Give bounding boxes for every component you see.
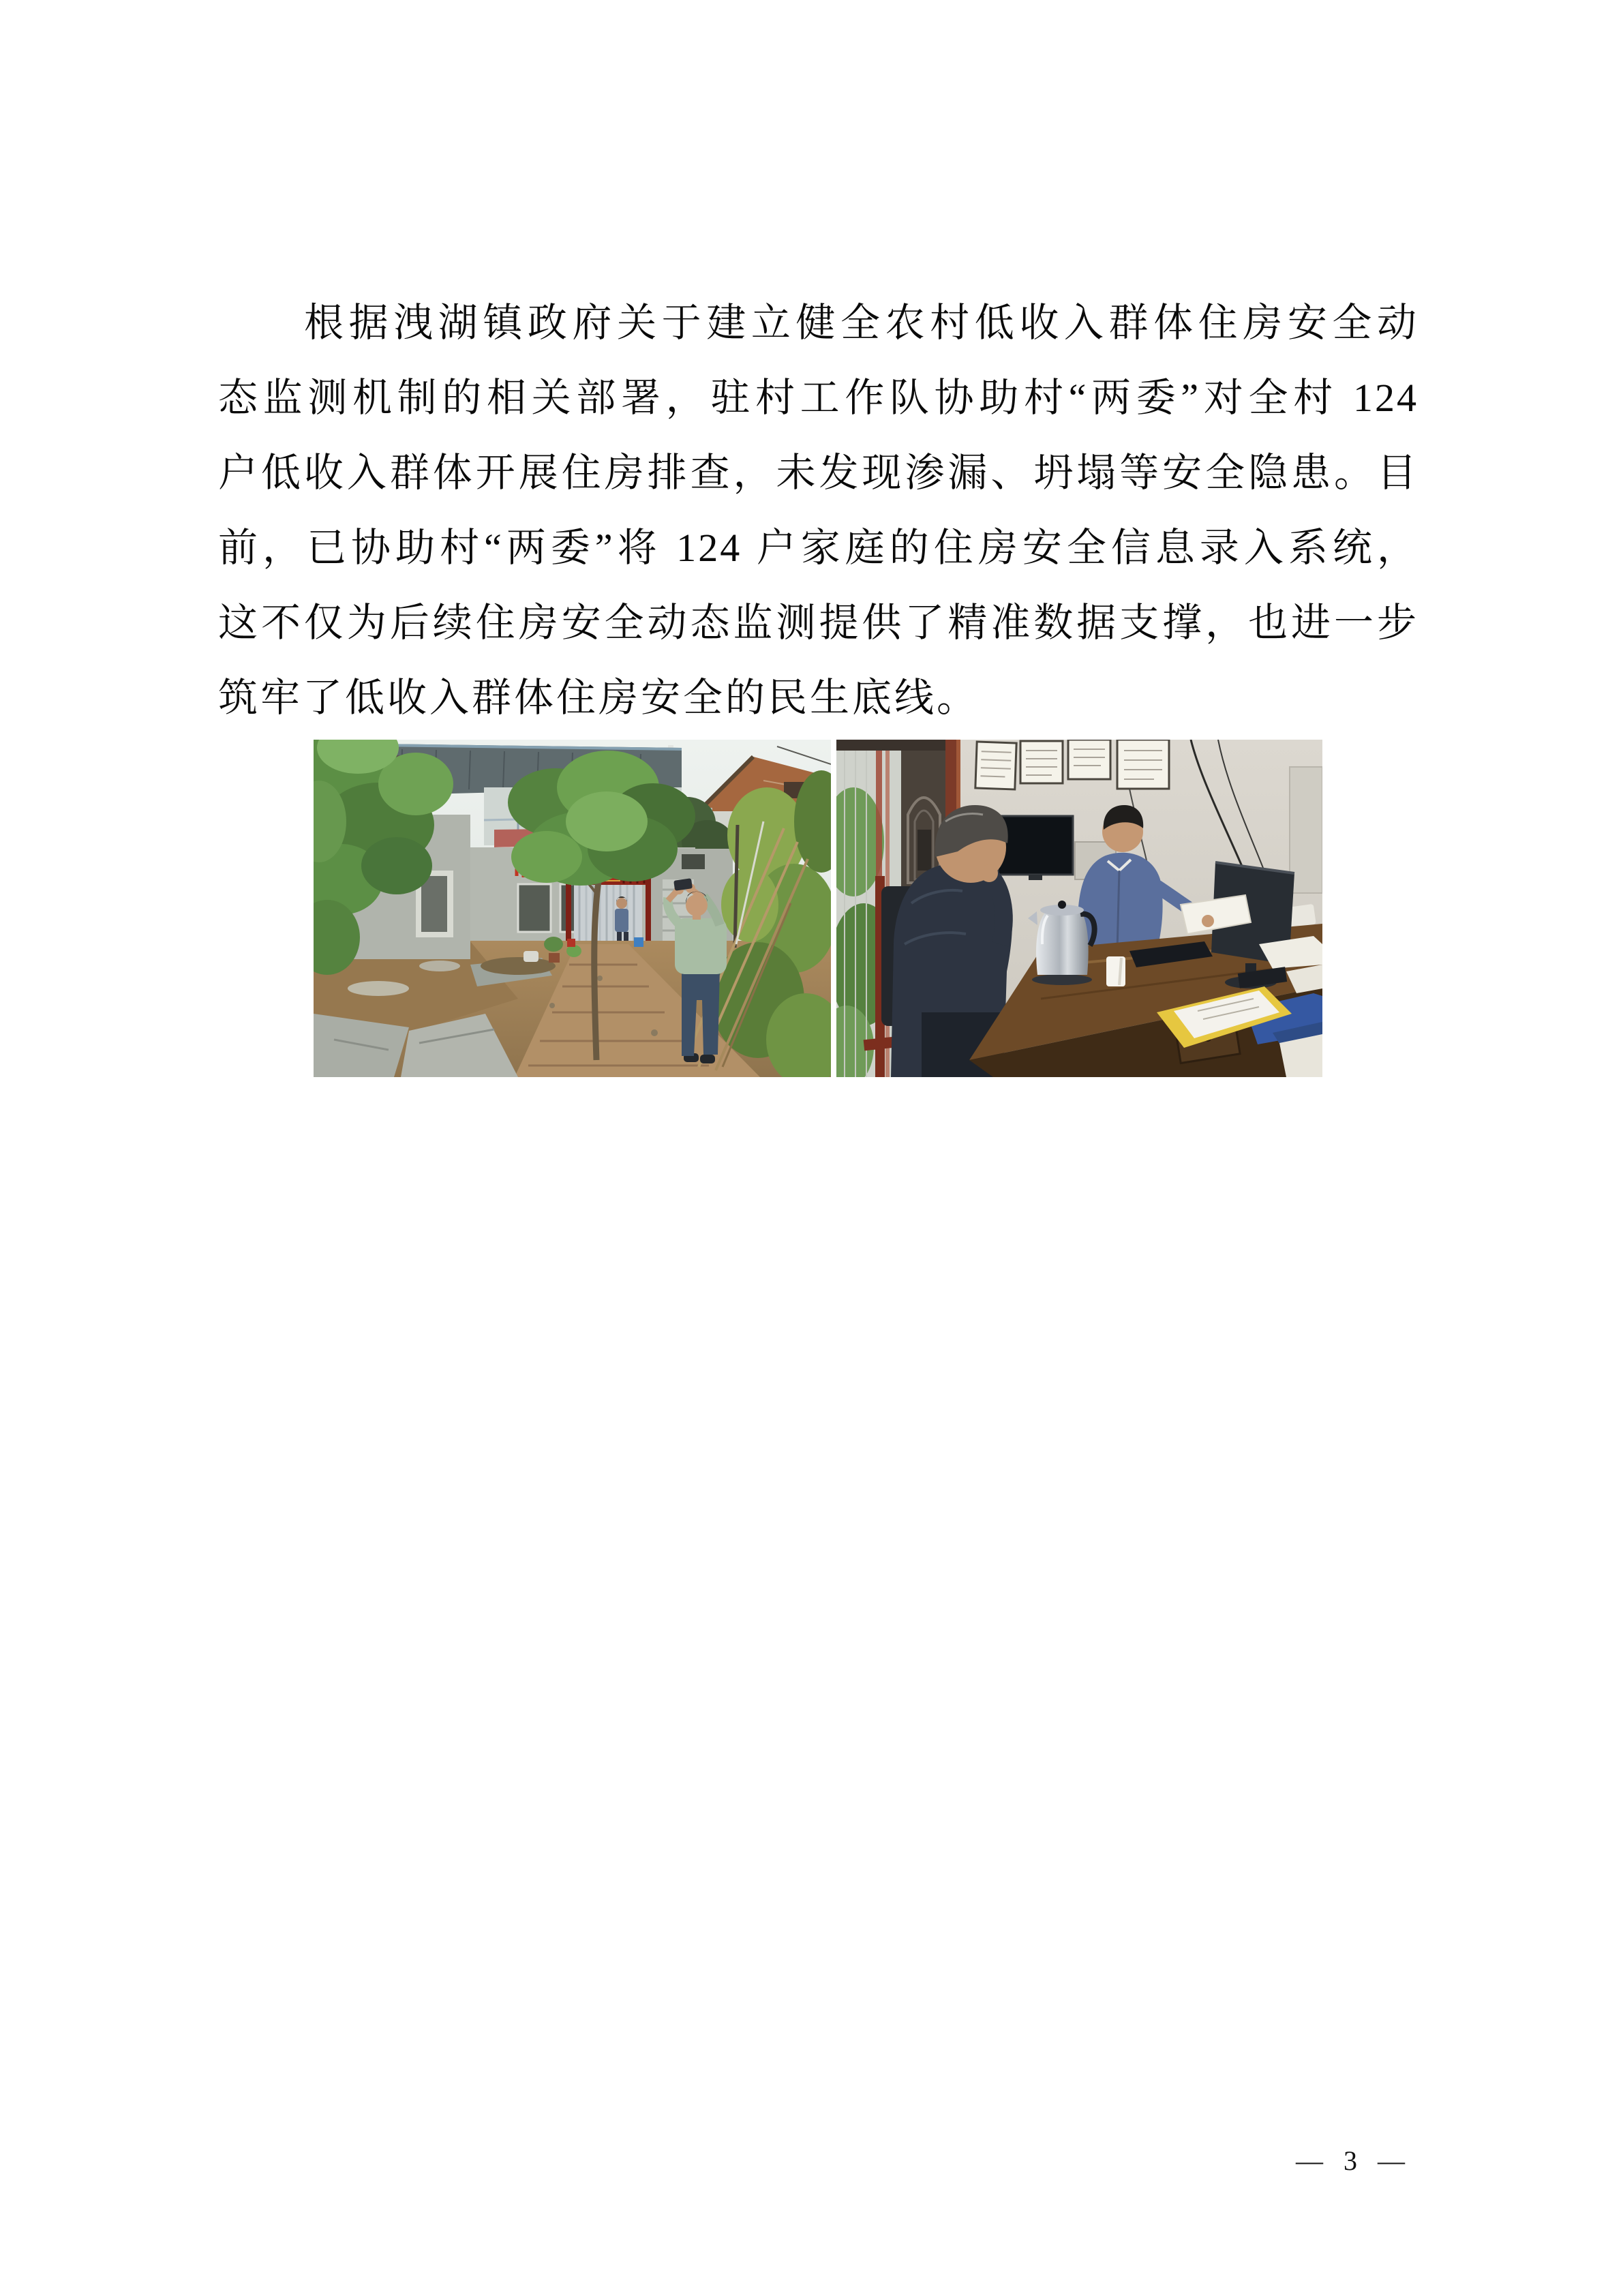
paragraph-line: 筑牢了低收入群体住房安全的民生底线。 — [218, 676, 980, 720]
office-data-entry-photo — [836, 740, 1322, 1077]
paragraph-line: 户低收入群体开展住房排查，未发现渗漏、坍塌等安全隐患。目 — [218, 451, 1419, 495]
paragraph-line: 根据洩湖镇政府关于建立健全农村低收入群体住房安全动 — [304, 301, 1419, 345]
page-number: — 3 — — [1296, 2145, 1406, 2176]
person-at-door — [615, 896, 628, 948]
paragraph-line: 这不仅为后续住房安全动态监测提供了精准数据支撑，也进一步 — [218, 601, 1419, 645]
body-text — [218, 286, 1419, 736]
paragraph-line: 前，已协助村“两委”将 124 户家庭的住房安全信息录入系统， — [218, 526, 1419, 570]
wall-tv — [998, 816, 1073, 880]
courtyard-inspection-photo — [314, 740, 831, 1077]
paragraph-line: 态监测机制的相关部署，驻村工作队协助村“两委”对全村 124 — [218, 376, 1419, 420]
paper-cup — [1106, 956, 1125, 986]
